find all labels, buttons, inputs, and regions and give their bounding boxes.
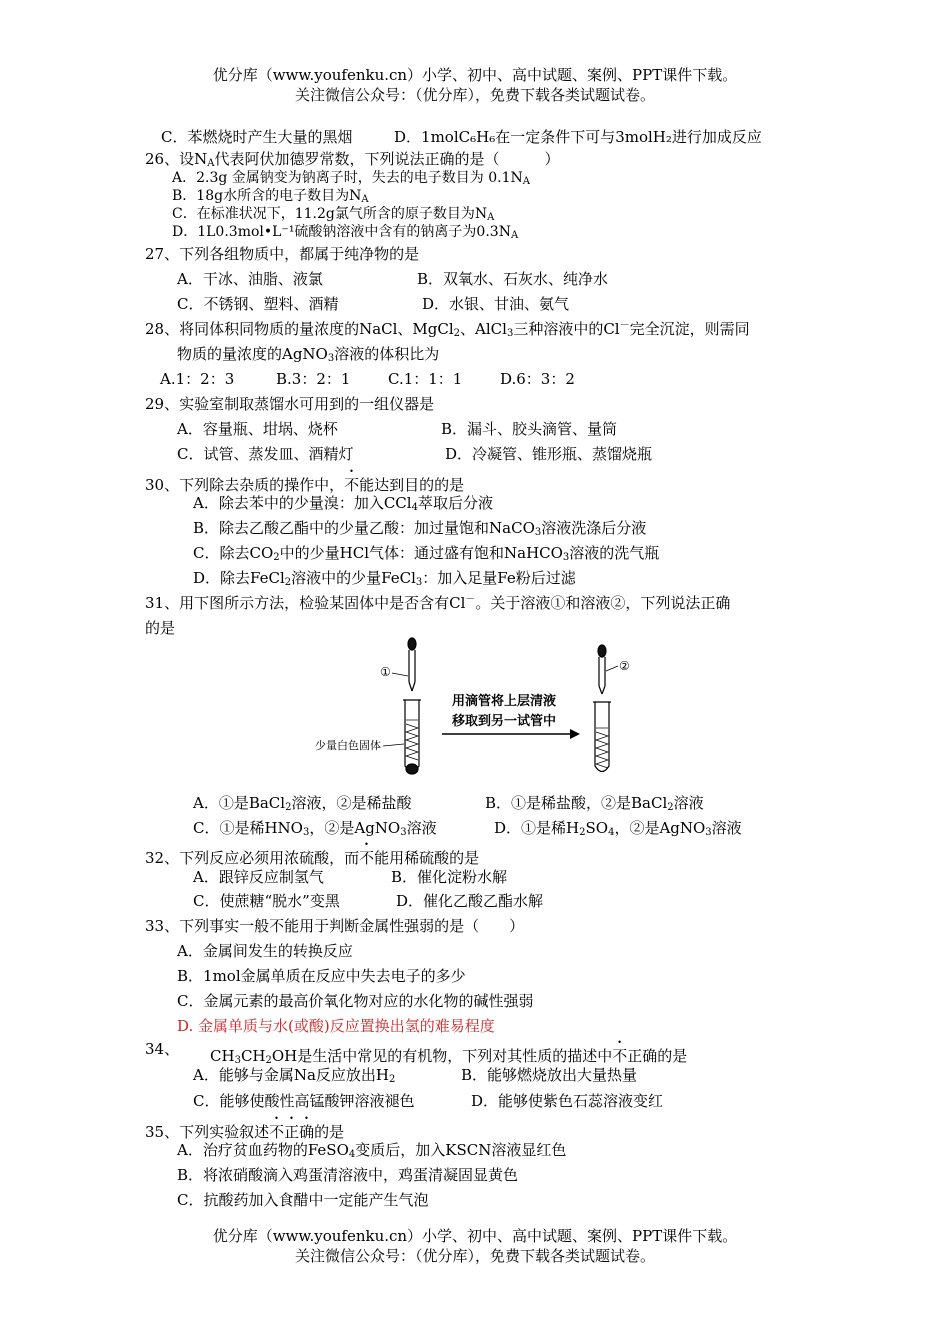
q32-option-a: A．跟锌反应制氢气 — [193, 868, 324, 886]
q27-option-d: D．水银、甘油、氨气 — [422, 295, 570, 313]
q32-option-c: C．使蔗糖“脱水”变黑 — [193, 892, 340, 910]
q29-stem: 29、实验室制取蒸馏水可用到的一组仪器是 — [145, 395, 435, 413]
header-line-2: 关注微信公众号：（优分库），免费下载各类试题试卷。 — [294, 86, 655, 104]
left-dropper-icon — [408, 638, 416, 691]
footer-line-2: 关注微信公众号：（优分库），免费下载各类试题试卷。 — [294, 1247, 655, 1265]
q35-option-b: B．将浓硝酸滴入鸡蛋清溶液中，鸡蛋清凝固显黄色 — [177, 1166, 519, 1184]
q32-stem: 32、下列反应必须用浓硫酸，而不能用稀硫酸的是 — [145, 849, 480, 867]
q30-option-a: A．除去苯中的少量溴：加入CCl$_4$萃取后分液 — [193, 494, 493, 513]
q33-option-c: C．金属元素的最高价氧化物对应的水化物的碱性强弱 — [177, 992, 534, 1010]
q28-option-d: D.6：3：2 — [500, 370, 575, 388]
q26-option-c: C．在标准状况下，11.2g氯气所含的原子数目为$N_A$ — [172, 206, 495, 223]
fig-label-1: ① — [380, 665, 391, 679]
q30-option-b: B．除去乙酸乙酯中的少量乙酸：加过量饱和NaCO$_3$溶液洗涤后分液 — [193, 519, 647, 538]
q34-number: 34、 — [145, 1040, 180, 1058]
left-test-tube-icon — [403, 700, 421, 774]
right-arrow-icon — [442, 729, 580, 739]
fig-arrow-text-2: 移取到另一试管中 — [452, 714, 557, 729]
fig-solid-label: 少量白色固体 — [315, 739, 381, 752]
q28-option-b: B.3：2：1 — [276, 370, 351, 388]
q32-option-b: B．催化淀粉水解 — [391, 868, 508, 886]
q27-option-c: C．不锈钢、塑料、酒精 — [177, 295, 339, 313]
q35-option-c: C．抗酸药加入食醋中一定能产生气泡 — [177, 1191, 429, 1209]
q30-option-c: C．除去$CO_2$中的少量HCl气体：通过盛有饱和NaHCO$_3$溶液的洗气瓶 — [193, 544, 660, 563]
q34-option-d: D．能够使紫色石蕊溶液变红 — [471, 1092, 664, 1110]
q28-stem-line-1: 28、将同体积同物质的量浓度的NaCl、MgCl$_2$、AlCl$_3$三种溶液中的Cl－完全沉淀，则需同 — [145, 320, 750, 339]
q30-option-d: D．除去FeCl$_2$溶液中的少量FeCl$_3$：加入足量Fe粉后过滤 — [193, 569, 576, 588]
q33-option-b: B．1mol金属单质在反应中失去电子的多少 — [177, 967, 466, 985]
q27-stem: 27、下列各组物质中，都属于纯净物的是 — [145, 245, 420, 263]
footer-line-1: 优分库（www.youfenku.cn）小学、初中、高中试题、案例、PPT课件下载。 — [212, 1227, 738, 1245]
fig-arrow-text-1: 用滴管将上层清液 — [452, 694, 557, 709]
q28-stem-line-2: 物质的量浓度的AgNO$_3$溶液的体积比为 — [177, 345, 440, 364]
right-dropper-icon — [598, 645, 606, 694]
q29-option-c: C．试管、蒸发皿、酒精灯 — [177, 445, 354, 463]
q26-stem: 26、设$N_A$代表阿伏加德罗常数，下列说法正确的是（ ） — [145, 150, 560, 169]
header-line-1: 优分库（www.youfenku.cn）小学、初中、高中试题、案例、PPT课件下载。 — [212, 66, 738, 84]
q29-option-a: A．容量瓶、坩埚、烧杯 — [177, 420, 338, 438]
q29-option-d: D．冷凝管、锥形瓶、蒸馏烧瓶 — [445, 445, 653, 463]
q29-option-b: B．漏斗、胶头滴管、量筒 — [441, 420, 618, 438]
q34-option-b: B．能够燃烧放出大量热量 — [461, 1066, 638, 1084]
q31-stem-line-2: 的是 — [145, 619, 176, 637]
q27-option-b: B．双氧水、石灰水、纯净水 — [417, 270, 609, 288]
q33-stem: 33、下列事实一般不能用于判断金属性强弱的是（ ） — [145, 917, 525, 935]
q34-stem: $CH_3CH_2OH$是生活中常见的有机物，下列对其性质的描述中不正确的是 — [210, 1047, 688, 1066]
q32-option-d: D．催化乙酸乙酯水解 — [396, 892, 544, 910]
q34-option-a: A．能够与金属Na反应放出$H_2$ — [193, 1066, 396, 1085]
q28-option-a: A.1：2：3 — [160, 370, 235, 388]
q31-stem-line-1: 31、用下图所示方法，检验某固体中是否含有Cl－。关于溶液①和溶液②，下列说法正确 — [145, 594, 731, 612]
fig-label-2-leader — [606, 666, 618, 671]
q33-option-d-answer: D. 金属单质与水(或酸)反应置换出氢的难易程度 — [177, 1017, 495, 1035]
q26-option-d: D．1L0.3mol•L⁻¹硫酸钠溶液中含有的钠离子为$0.3N_A$ — [172, 224, 519, 241]
q27-option-a: A．干冰、油脂、液氯 — [177, 270, 323, 288]
q35-stem: 35、下列实验叙述不正确的是 — [145, 1123, 345, 1141]
q26-option-a: A．2.3g 金属钠变为钠离子时，失去的电子数目为 $0.1N_A$ — [172, 170, 530, 187]
fig-solid-leader — [383, 744, 404, 746]
q31-option-a: A．①是BaCl$_2$溶液，②是稀盐酸 — [193, 794, 412, 813]
q34-option-c: C．能够使酸性高锰酸钾溶液褪色 — [193, 1092, 415, 1110]
q25-option-d: D．1molC₆H₆在一定条件下可与3molH₂进行加成反应 — [394, 128, 762, 146]
q31-option-b: B．①是稀盐酸，②是BaCl$_2$溶液 — [485, 794, 704, 813]
fig-label-1-leader — [392, 673, 408, 676]
right-test-tube-icon — [593, 702, 611, 772]
q31-option-d: D．①是稀$H_2SO_4$，②是AgNO$_3$溶液 — [494, 819, 742, 838]
q35-option-a: A．治疗贫血药物的FeSO$_4$变质后，加入KSCN溶液显红色 — [177, 1141, 567, 1160]
q28-option-c: C.1：1：1 — [388, 370, 463, 388]
q31-option-c: C．①是稀$HNO_3$，②是AgNO$_3$溶液 — [193, 819, 437, 838]
q30-stem: 30、下列除去杂质的操作中，不能达到目的的是 — [145, 476, 465, 494]
q33-option-a: A．金属间发生的转换反应 — [177, 942, 353, 960]
q31-experiment-diagram — [305, 636, 655, 781]
fig-label-2: ② — [619, 659, 630, 673]
q25-option-c: C．苯燃烧时产生大量的黑烟 — [161, 128, 353, 146]
q26-option-b: B．18g水所含的电子数目为$N_A$ — [172, 188, 369, 205]
